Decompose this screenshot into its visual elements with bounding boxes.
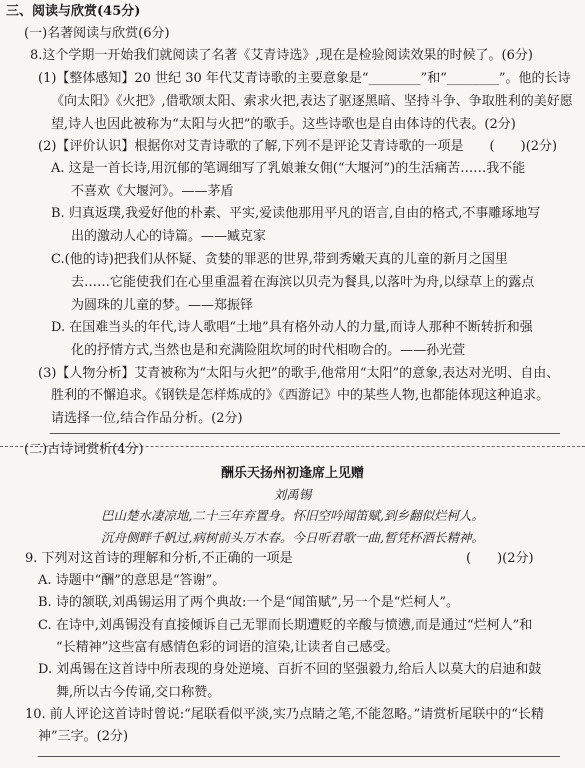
- q8-3-line: (3)【人物分析】艾青被称为“太阳与火把”的歌手,他常用“太阳”的意象,表达对光明、自由、: [38, 366, 560, 381]
- q8-2-option-b: B. 归真返璞,我爱好他的朴素、平实,爱读他那用平凡的语言,自由的格式,不事雕琢地写: [51, 206, 541, 221]
- q9-option-b: B. 诗的颔联,刘禹锡运用了两个典故:一个是“闻笛赋”,另一个是“烂柯人”。: [38, 595, 460, 610]
- q9-option-c: C. 在诗中,刘禹锡没有直接倾诉自己无罪而长期遭贬的辛酸与愤懑,而是通过“烂柯人”和: [38, 618, 533, 633]
- q8-2-option-c-cont: 为圆珠的儿童的梦。——郑振铎: [71, 298, 254, 313]
- section-heading: 三、阅读与欣赏(45分): [6, 4, 141, 19]
- q9-stem: 9. 下列对这首诗的理解和分析,不正确的一项是: [25, 551, 293, 566]
- q8-3-line: 胜利的不懈追求。《钢铁是怎样炼成的》《西游记》中的某些人物,也都能体现这种追求。: [51, 388, 550, 403]
- answer-line: [50, 433, 560, 434]
- q8-2-option-c: C.(他的诗)把我们从怀疑、贪婪的罪恶的世界,带到秀嫩天真的儿童的新月之国里: [51, 252, 508, 267]
- q8-1-line: 望,诗人也因此被称为“太阳与火把”的歌手。这些诗歌也是自由体诗的代表。(2分): [51, 117, 516, 132]
- q8-2-option-b-cont: 出的激动人心的诗篇。——臧克家: [71, 229, 267, 244]
- q9-option-d: D. 刘禹锡在这首诗中所表现的身处逆境、百折不回的坚强毅力,给后人以莫大的启迪和鼓: [38, 662, 542, 677]
- q9-mark: ( )(2分): [466, 551, 534, 566]
- q10-line: 10. 前人评论这首诗时曾说:“尾联看似平淡,实乃点睛之笔,不能忽略。”请赏析尾联中的“长精: [25, 707, 544, 722]
- q8-1-line: 《向太阳》《火把》,借歌颂太阳、索求火把,表达了驱逐黑暗、坚持斗争、争取胜利的美好愿: [51, 94, 573, 109]
- answer-line: [38, 756, 560, 757]
- q9-option-d-cont: 舞,所以古今传诵,交口称赞。: [56, 685, 221, 700]
- q8-2-option-d-cont: 化的抒情方式,当然也是和充满险阻坎坷的时代相吻合的。——孙光萱: [71, 343, 466, 358]
- q8-2-option-a-cont: 不喜欢《大堰河》。——茅盾: [71, 184, 234, 199]
- part1-title: (一)名著阅读与欣赏(6分): [24, 26, 170, 41]
- poem-title: 酬乐天扬州初逢席上见赠: [220, 466, 364, 481]
- poem-line: 沉舟侧畔千帆过,病树前头万木春。今日听君歌一曲,暂凭杯酒长精神。: [101, 530, 484, 545]
- q8-stem: 8.这个学期一开始我们就阅读了名著《艾青诗选》,现在是检验阅读效果的时候了。(6分): [30, 48, 533, 63]
- q8-2-stem: (2)【评价认识】根据你对艾青诗歌的了解,下列不是评论艾青诗歌的一项是 ( )(2分): [38, 139, 558, 154]
- poem-author: 刘禹锡: [273, 487, 312, 502]
- q9-option-a: A. 诗题中“酬”的意思是“答谢”。: [38, 573, 226, 588]
- q9-option-c-cont: “长精神”这些富有感情色彩的词语的渲染,让读者自己感受。: [56, 640, 399, 655]
- q8-2-option-c-cont: 去……它能使我们在心里重温着在海滨以贝壳为餐具,以落叶为舟,以绿草上的露点: [71, 275, 535, 290]
- q8-2-option-a: A. 这是一首长诗,用沉郁的笔调细写了乳娘兼女佣(“大堰河”)的生活痛苦……我不能: [51, 161, 526, 176]
- poem-line: 巴山楚水凄凉地,二十三年弃置身。怀旧空吟闻笛赋,到乡翻似烂柯人。: [101, 508, 484, 523]
- q10-line: 神”三字。(2分): [38, 729, 129, 744]
- q8-2-option-d: D. 在国难当头的年代,诗人歌唱“土地”具有格外动人的力量,而诗人那种不断转折和强: [51, 320, 533, 335]
- q8-1-line: (1)【整体感知】20 世纪 30 年代艾青诗歌的主要意象是“________”和“________”。他的长诗: [38, 71, 571, 86]
- part2-title: (二)古诗词赏析(4分): [24, 442, 144, 457]
- q8-3-line: 请选择一位,结合作品分析。(2分): [51, 411, 243, 426]
